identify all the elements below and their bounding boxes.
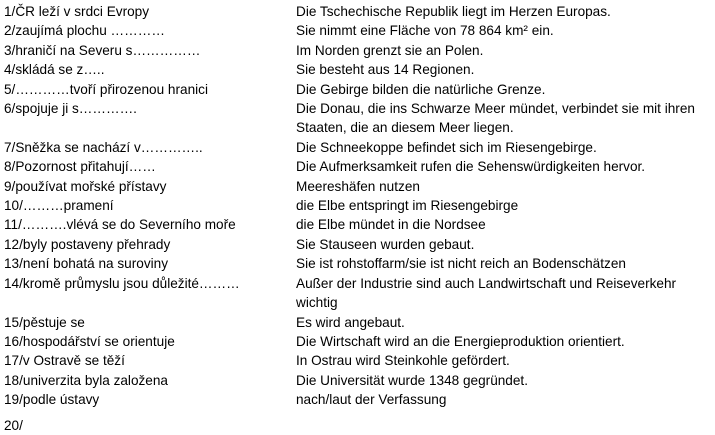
czech-phrase: 9/používat mořské přístavy [4, 178, 167, 194]
czech-phrase: 8/Pozornost přitahují…… [4, 159, 156, 175]
german-translation: Es wird angebaut. [296, 314, 405, 330]
german-translation: Die Gebirge bilden die natürliche Grenze. [296, 81, 546, 97]
german-translation: nach/laut der Verfassung [296, 392, 447, 408]
german-translation: In Ostrau wird Steinkohle gefördert. [296, 353, 510, 369]
table-row [4, 313, 712, 332]
german-translation: Die Tschechische Republik liegt im Herzen Europas. [296, 4, 611, 19]
table-row [4, 138, 712, 157]
czech-phrase: 1/ČR leží v srdci Evropy [4, 4, 150, 19]
table-row [4, 274, 712, 313]
table-row [4, 21, 712, 40]
german-translation: Die Aufmerksamkeit rufen die Sehenswürdigkeiten hervor. [296, 159, 646, 175]
german-translation: Sie nimmt eine Fläche von 78 864 km² ein. [296, 23, 554, 39]
table-row [4, 351, 712, 370]
german-translation: Die Schneekoppe befindet sich im Riesengebirge. [296, 139, 597, 155]
table-row [4, 80, 712, 99]
czech-phrase: 3/hraničí na Severu s…………… [4, 42, 201, 58]
table-row [4, 196, 712, 215]
cutoff-line-fragment: 20/ [4, 418, 23, 433]
german-translation: Im Norden grenzt sie an Polen. [296, 42, 484, 58]
german-translation: Die Donau, die ins Schwarze Meer mündet, verbindet sie mit ihren Staaten, die an diesem Meer liegen. [296, 101, 695, 136]
czech-phrase: 5/…………tvoří přirozenou hranici [4, 81, 208, 97]
german-translation: Sie ist rohstoffarm/sie ist nicht reich an Bodenschätzen [296, 256, 626, 272]
table-row [4, 41, 712, 60]
table-row [4, 235, 712, 254]
table-row [4, 390, 712, 409]
czech-phrase: 11/……….vlévá se do Severního moře [4, 217, 236, 233]
table-row [4, 254, 712, 273]
czech-phrase: 7/Sněžka se nachází v………….. [4, 139, 203, 155]
table-row [4, 99, 712, 138]
german-translation: Sie besteht aus 14 Regionen. [296, 62, 475, 78]
czech-phrase: 16/hospodářství se orientuje [4, 333, 175, 349]
table-row [4, 371, 712, 390]
table-row [4, 2, 712, 21]
czech-phrase: 2/zaujímá plochu ………… [4, 23, 165, 39]
czech-phrase: 10/………pramení [4, 198, 114, 214]
table-row [4, 60, 712, 79]
german-translation: die Elbe mündet in die Nordsee [296, 217, 486, 233]
table-row [4, 215, 712, 234]
table-row [4, 332, 712, 351]
czech-phrase: 14/kromě průmyslu jsou důležité……… [4, 275, 240, 291]
czech-phrase: 12/byly postaveny přehrady [4, 236, 171, 252]
table-row [4, 157, 712, 176]
german-translation: Meereshäfen nutzen [296, 178, 420, 194]
german-translation: Sie Stauseen wurden gebaut. [296, 236, 475, 252]
german-translation: Die Wirtschaft wird an die Energieproduktion orientiert. [296, 333, 625, 349]
czech-phrase: 17/v Ostravě se těží [4, 353, 125, 369]
czech-phrase: 18/univerzita byla založena [4, 372, 168, 388]
czech-phrase: 19/podle ústavy [4, 392, 100, 408]
czech-phrase: 6/spojuje ji s…………. [4, 101, 137, 117]
german-translation: die Elbe entspringt im Riesengebirge [296, 198, 519, 214]
czech-phrase: 13/není bohatá na suroviny [4, 256, 169, 272]
czech-phrase: 4/skládá se z….. [4, 62, 105, 78]
czech-phrase: 15/pěstuje se [4, 314, 85, 330]
german-translation: Die Universität wurde 1348 gegründet. [296, 372, 528, 388]
german-translation: Außer der Industrie sind auch Landwirtschaft und Reiseverkehr wichtig [296, 275, 677, 311]
table-row [4, 177, 712, 196]
